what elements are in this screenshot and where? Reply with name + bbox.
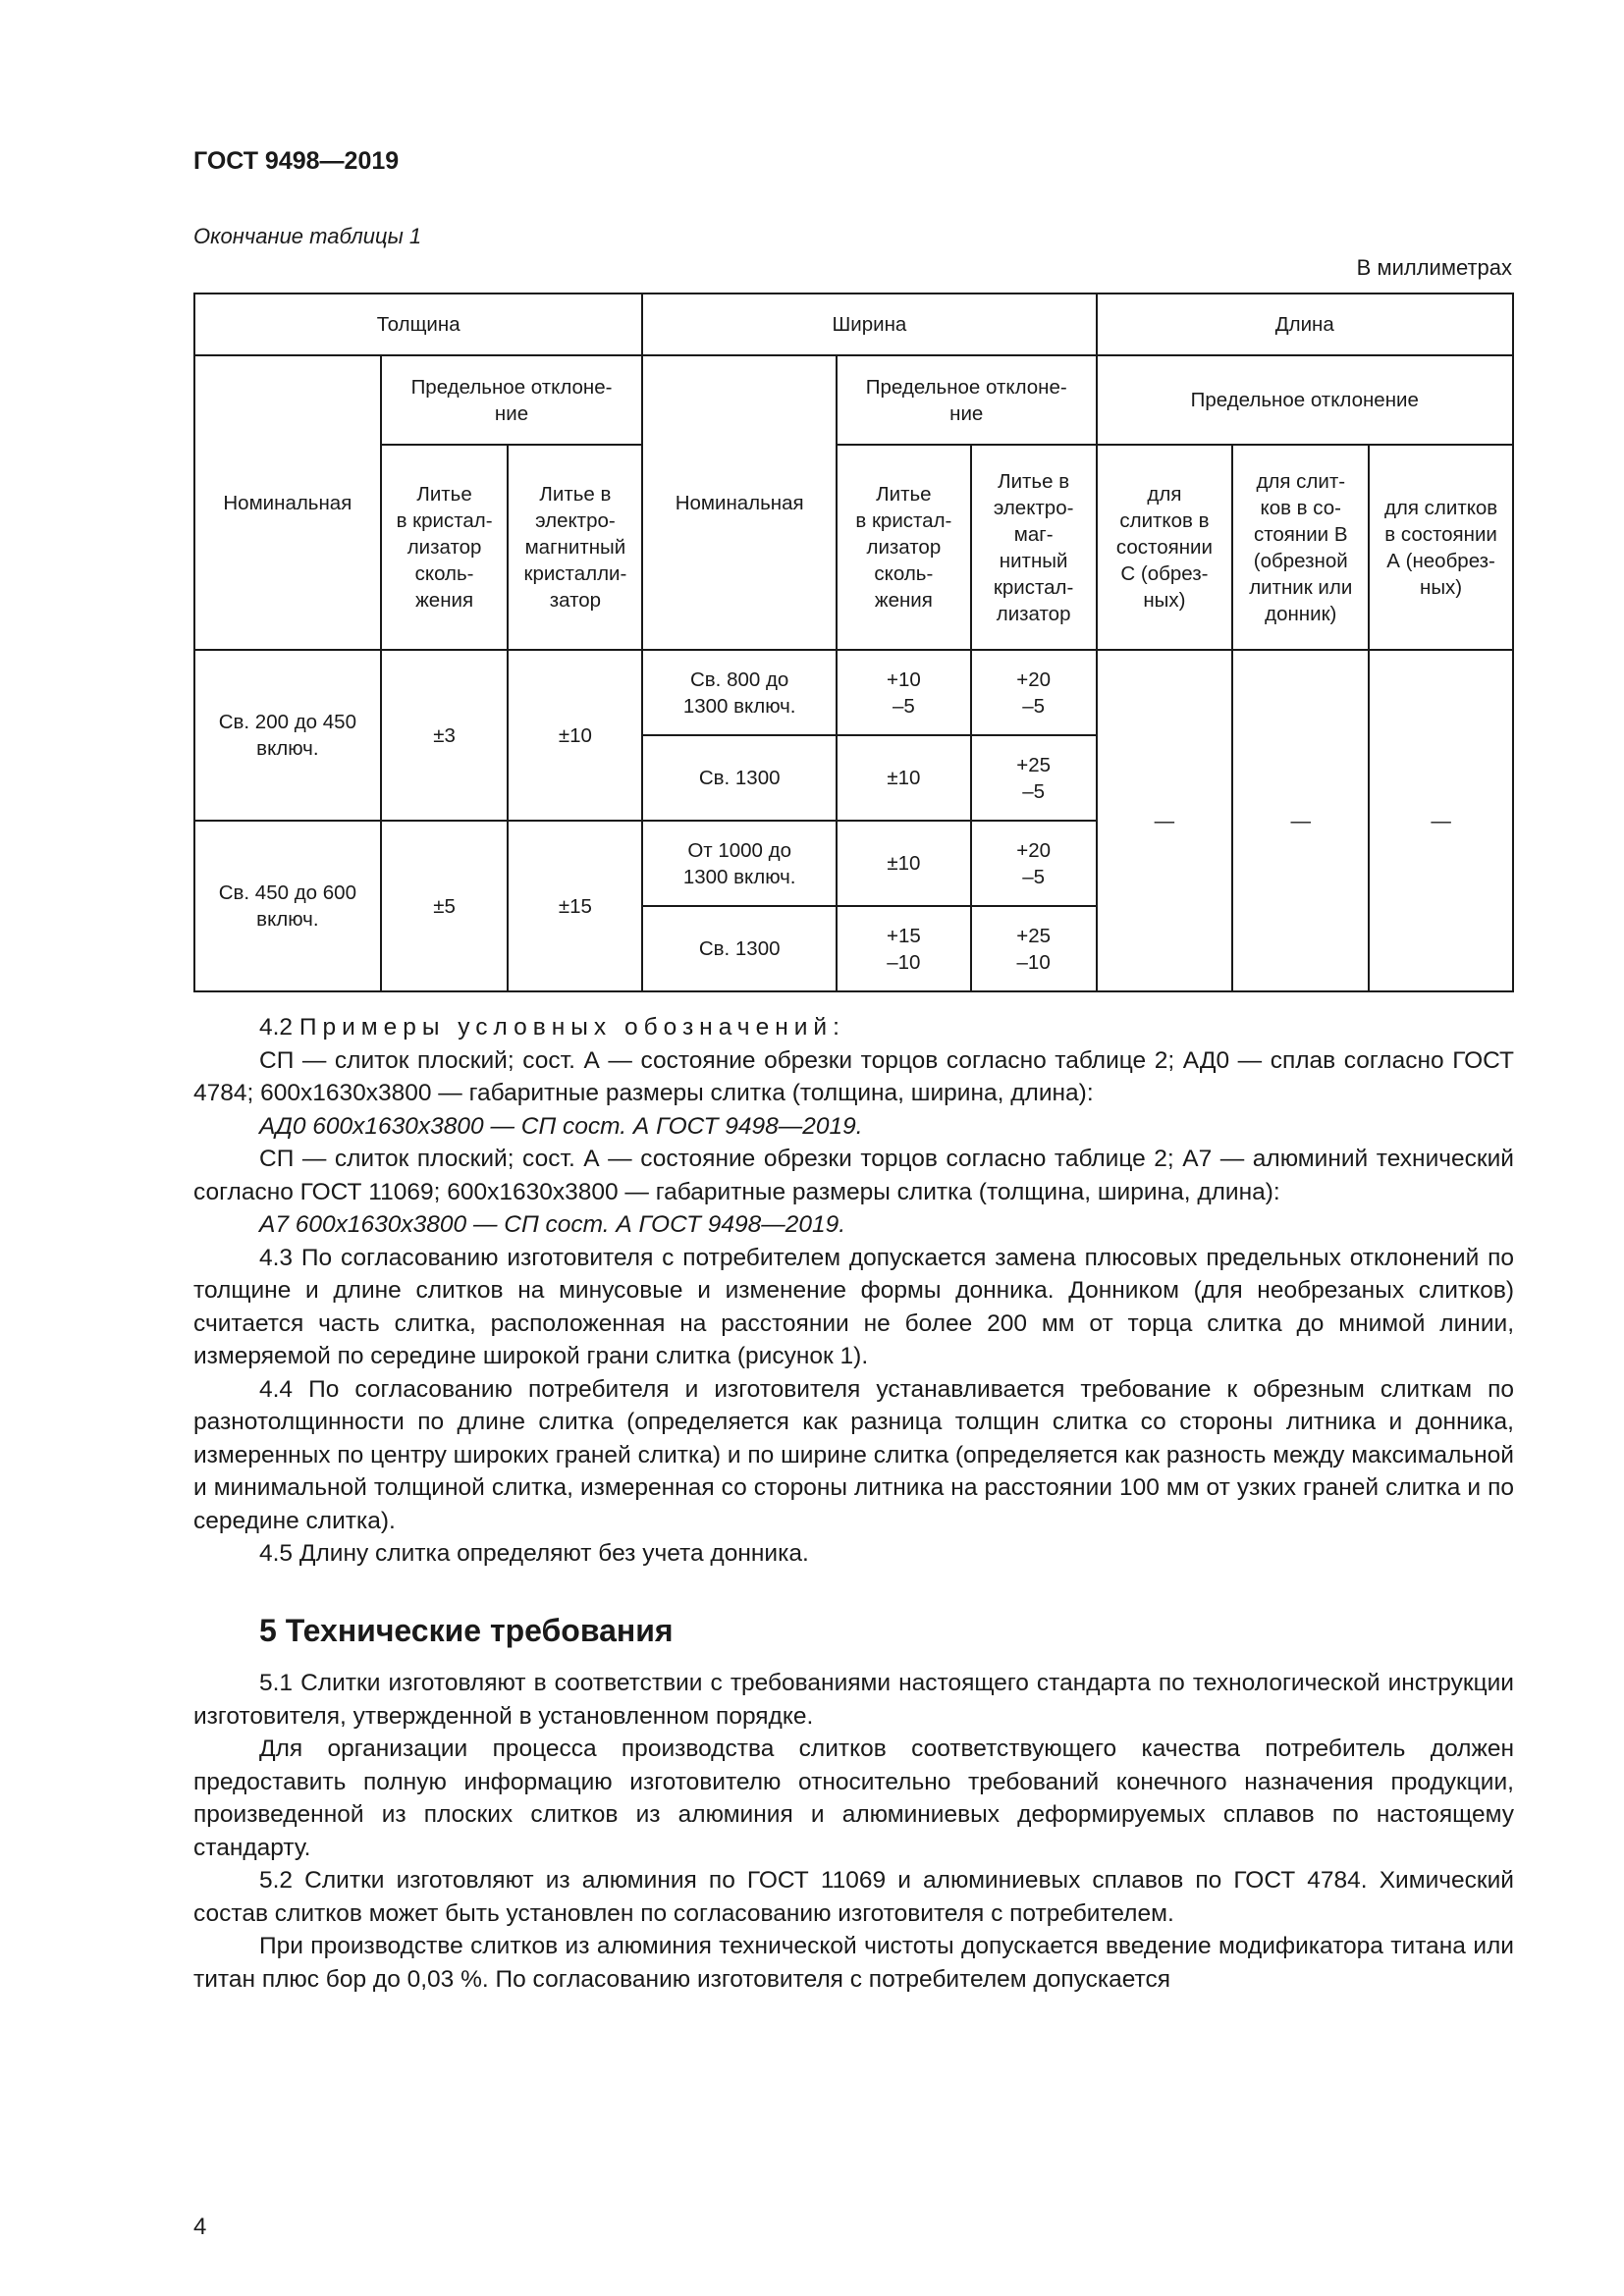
page-number: 4 <box>193 2214 207 2240</box>
width-range: Св. 800 до 1300 включ. <box>642 650 837 735</box>
width-slide-deviation: ±10 <box>837 735 971 821</box>
paragraph-4-5: 4.5 Длину слитка определяют без учета донника. <box>259 1540 809 1567</box>
header-length-state-b: для слит- ков в со- стоянии В (обрезной литник или донник) <box>1232 445 1369 650</box>
header-length: Длина <box>1097 294 1513 355</box>
width-range: Св. 1300 <box>642 735 837 821</box>
width-em-deviation: +20 –5 <box>971 821 1097 906</box>
paragraph: Для организации процесса производства слитков соответствующего качества потребитель должен предоставить полную информацию изготовителю относительно требований конечного назначения продукции, произведенной из плоских слитков из алюминия и алюминиевых деформируемых сплавов по настоящему стандарту. <box>193 1735 1514 1861</box>
width-range: Св. 1300 <box>642 906 837 991</box>
table-row <box>194 650 1513 735</box>
paragraph: СП — слиток плоский; сост. А — состояние обрезки торцов согласно таблице 2; АД0 — сплав согласно ГОСТ 4784; 600x1630x3800 — габаритные размеры слитка (толщина, ширина, длина): <box>193 1046 1514 1106</box>
body-text <box>193 1011 1514 1996</box>
width-em-deviation: +25 –5 <box>971 735 1097 821</box>
length-state-b-value: — <box>1232 650 1369 991</box>
paragraph-number: 4.2 <box>259 1014 294 1041</box>
thickness-range: Св. 450 до 600 включ. <box>194 821 381 991</box>
designation-example: А7 600x1630x3800 — СП сост. А ГОСТ 9498—2019. <box>259 1211 846 1238</box>
paragraph-4-2-heading <box>193 1011 1514 1044</box>
thickness-range: Св. 200 до 450 включ. <box>194 650 381 821</box>
width-slide-deviation: ±10 <box>837 821 971 906</box>
header-thickness-slide-mold: Литье в кристал- лизатор сколь- жения <box>381 445 509 650</box>
section-5-title: 5 Технические требования <box>259 1612 674 1648</box>
examples-heading: Примеры условных обозначений: <box>298 1014 845 1041</box>
paragraph-4-3: 4.3 По согласованию изготовителя с потребителем допускается замена плюсовых предельных отклонений по толщине и длине слитков на минусовые и изменение формы донника. Донником (для необрезаных слитков) считается часть слитка, расположенная на расстоянии не более 200 мм от торца слитка до мнимой линии, измеряемой по середине широкой грани слитка (рисунок 1). <box>193 1244 1514 1369</box>
width-em-deviation: +20 –5 <box>971 650 1097 735</box>
table-caption: Окончание таблицы 1 <box>193 224 422 248</box>
units-note: В миллиметрах <box>1356 255 1512 280</box>
header-nominal-thickness: Номинальная <box>194 355 381 650</box>
paragraph-5-1: 5.1 Слитки изготовляют в соответствии с требованиями настоящего стандарта по технологической инструкции изготовителя, утвержденной в установленном порядке. <box>193 1670 1514 1730</box>
dimensions-table <box>193 293 1514 992</box>
paragraph: СП — слиток плоский; сост. А — состояние обрезки торцов согласно таблице 2; А7 — алюминий технический согласно ГОСТ 11069; 600x1630x3800 — габаритные размеры слитка (толщина, ширина, длина): <box>193 1146 1514 1205</box>
width-slide-deviation: +10 –5 <box>837 650 971 735</box>
header-thickness-deviation: Предельное отклоне- ние <box>381 355 643 445</box>
width-slide-deviation: +15 –10 <box>837 906 971 991</box>
header-length-deviation: Предельное отклонение <box>1097 355 1513 445</box>
thickness-em-deviation: ±15 <box>508 821 642 991</box>
document-code: ГОСТ 9498—2019 <box>193 147 400 175</box>
header-nominal-width: Номинальная <box>642 355 837 650</box>
header-length-state-c: для слитков в состоянии С (обрез- ных) <box>1097 445 1233 650</box>
paragraph-4-4: 4.4 По согласованию потребителя и изготовителя устанавливается требование к обрезным слиткам по разнотолщинности по длине слитка (определяется как разница толщин слитка со стороны литника и донника, измеренных по центру широких граней слитка) и по ширине слитка (определяется как разность между максимальной и минимальной толщиной слитка, измеренная со стороны литника на расстоянии 100 мм от узких граней слитка и по середине слитка). <box>193 1375 1514 1534</box>
paragraph: При производстве слитков из алюминия технической чистоты допускается введение модификатора титана или титан плюс бор до 0,03 %. По согласованию изготовителя с потребителем допускается <box>193 1933 1514 1993</box>
header-width-em-mold: Литье в электро- маг- нитный кристал- лизатор <box>971 445 1097 650</box>
header-width: Ширина <box>642 294 1096 355</box>
thickness-em-deviation: ±10 <box>508 650 642 821</box>
width-em-deviation: +25 –10 <box>971 906 1097 991</box>
width-range: От 1000 до 1300 включ. <box>642 821 837 906</box>
header-width-slide-mold: Литье в кристал- лизатор сколь- жения <box>837 445 971 650</box>
thickness-slide-deviation: ±3 <box>381 650 509 821</box>
length-state-a-value: — <box>1369 650 1513 991</box>
thickness-slide-deviation: ±5 <box>381 821 509 991</box>
paragraph-5-2: 5.2 Слитки изготовляют из алюминия по ГОСТ 11069 и алюминиевых сплавов по ГОСТ 4784. Химический состав слитков может быть установлен по согласованию изготовителя с потребителем. <box>193 1867 1514 1927</box>
header-thickness-em-mold: Литье в электро- магнитный кристалли- затор <box>508 445 642 650</box>
designation-example: АД0 600x1630x3800 — СП сост. А ГОСТ 9498—2019. <box>259 1112 863 1140</box>
header-length-state-a: для слитков в состоянии А (необрез- ных) <box>1369 445 1513 650</box>
header-width-deviation: Предельное отклоне- ние <box>837 355 1097 445</box>
header-thickness: Толщина <box>194 294 642 355</box>
length-state-c-value: — <box>1097 650 1233 991</box>
